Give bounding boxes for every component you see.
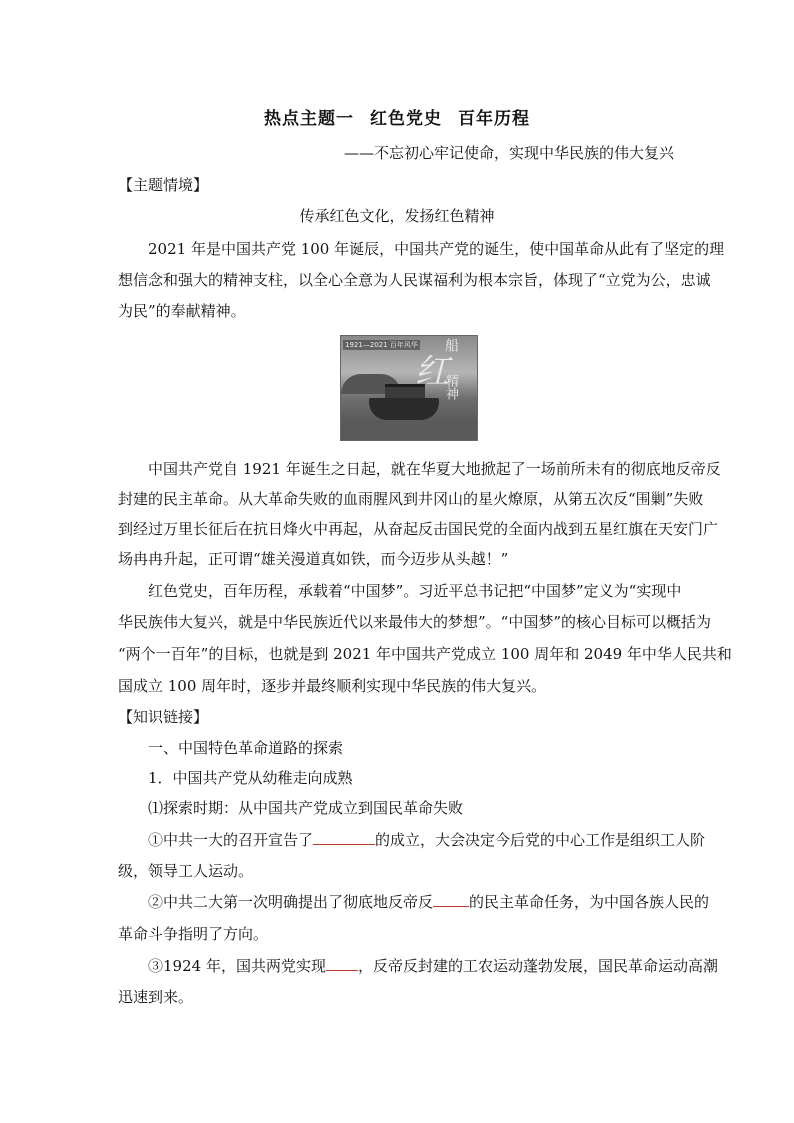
fill-blank-1[interactable] [313, 832, 375, 845]
question-3-text: ，反帝反封建的工农运动蓬勃发展，国民革命运动高潮 [357, 957, 718, 975]
question-3-line [148, 955, 718, 977]
question-1-text: ①中共一大的召开宣告了 [148, 831, 314, 849]
paragraph-3-line: 国成立 100 周年时，逐步并最终顺利实现中华民族的伟大复兴。 [118, 677, 547, 695]
paragraph-3-line: 华民族伟大复兴，就是中华民族近代以来最伟大的梦想”。“中国梦”的核心目标可以概括为 [118, 613, 712, 631]
question-1-line: 级，领导工人运动。 [118, 862, 254, 880]
image-caption-strip: 1921—2021 百年风华 [345, 341, 418, 349]
page-title [0, 104, 794, 129]
paragraph-3-line: “两个一百年”的目标，也就是到 2021 年中国共产党成立 100 周年和 2049 年中华人民共和 [118, 645, 732, 663]
knowledge-heading-3: ⑴探索时期：从中国共产党成立到国民革命失败 [148, 799, 464, 817]
paragraph-3-line: 红色党史，百年历程，承载着“中国梦”。习近平总书记把“中国梦”定义为“实现中 [148, 582, 682, 600]
title-part-3: 百年历程 [458, 109, 530, 129]
question-3-text: ③1924 年，国共两党实现 [148, 957, 326, 975]
section-heading-context: 【主题情境】 [118, 176, 209, 194]
fill-blank-3[interactable] [326, 958, 358, 971]
fill-blank-2[interactable] [433, 894, 469, 907]
paragraph-2-line: 场冉冉升起，正可谓“雄关漫道真如铁，而今迈步从头越！” [118, 550, 509, 568]
question-2-line [148, 891, 709, 913]
title-part-2: 红色党史 [370, 109, 442, 129]
section-heading-knowledge: 【知识链接】 [118, 708, 209, 726]
image-calligraphy: 精神 [443, 374, 458, 400]
question-3-line: 迅速到来。 [118, 988, 194, 1006]
red-boat-image [340, 335, 478, 441]
knowledge-heading-2: 1．中国共产党从幼稚走向成熟 [148, 769, 353, 787]
image-calligraphy: 红 [415, 352, 449, 392]
paragraph-2-line: 中国共产党自 1921 年诞生之日起，就在华夏大地掀起了一场前所未有的彻底地反帝反 [148, 460, 721, 478]
question-2-line: 革命斗争指明了方向。 [118, 925, 269, 943]
question-1-line [148, 829, 705, 851]
paragraph-2-line: 到经过万里长征后在抗日烽火中再起，从奋起反击国民党的全面内战到五星红旗在天安门广 [118, 520, 719, 538]
question-2-text: ②中共二大第一次明确提出了彻底地反帝反 [148, 893, 434, 911]
page-subtitle: ——不忘初心牢记使命，实现中华民族的伟大复兴 [343, 144, 674, 162]
image-calligraphy: 船 [443, 338, 459, 352]
paragraph-1-line: 为民”的奉献精神。 [118, 302, 246, 320]
context-subheading: 传承红色文化，发扬红色精神 [299, 207, 495, 225]
paragraph-1-line: 2021 年是中国共产党 100 年诞辰，中国共产党的诞生，使中国革命从此有了坚定的理 [148, 240, 725, 258]
question-2-text: 的民主革命任务，为中国各族人民的 [469, 893, 710, 911]
knowledge-heading-1: 一、中国特色革命道路的探索 [148, 739, 344, 757]
paragraph-2-line: 封建的民主革命。从大革命失败的血雨腥风到井冈山的星火燎原，从第五次反“围剿”失败 [118, 490, 704, 508]
title-part-1: 热点主题一 [264, 109, 354, 129]
paragraph-1-line: 想信念和强大的精神支柱，以全心全意为人民谋福利为根本宗旨，体现了“立党为公，忠诚 [118, 271, 711, 289]
question-1-text: 的成立，大会决定今后党的中心工作是组织工人阶 [375, 831, 706, 849]
